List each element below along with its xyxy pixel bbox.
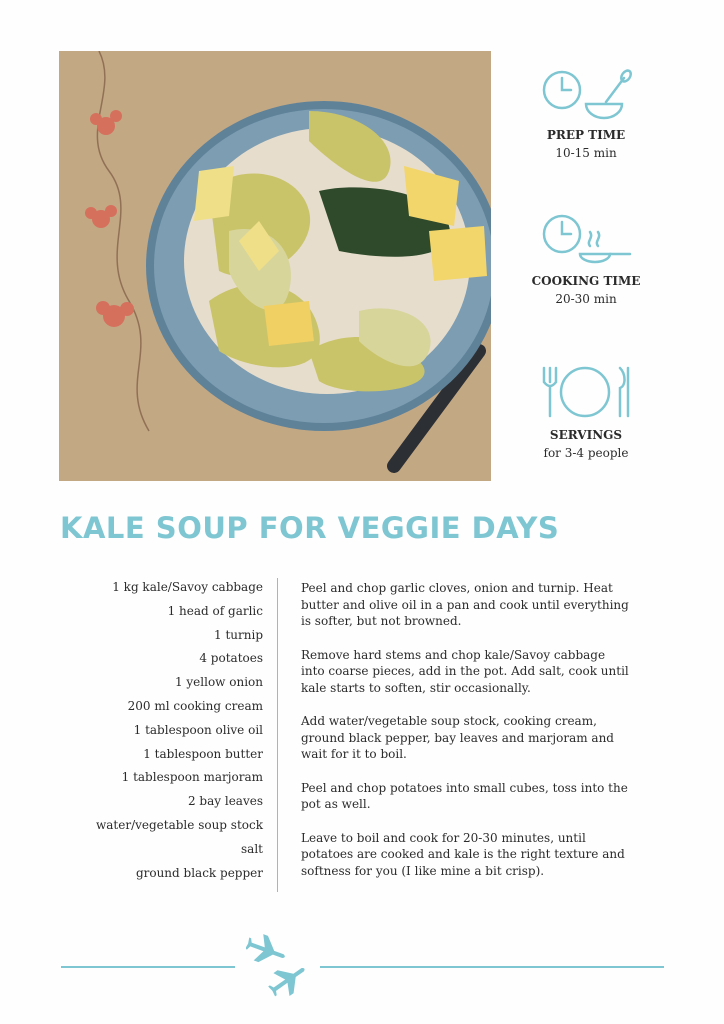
ingredient-item: 1 tablespoon olive oil [133, 722, 263, 737]
ingredient-item: 2 bay leaves [187, 794, 263, 809]
airplanes-icon [246, 934, 312, 998]
recipe-title: KALE SOUP FOR VEGGIE DAYS [60, 511, 560, 545]
ingredient-item: 4 potatoes [199, 651, 263, 666]
instruction-step: Peel and chop potatoes into small cubes, toss into the pot as well. [301, 780, 628, 811]
prep-time-label: PREP TIME [546, 128, 626, 142]
ingredient-item: 200 ml cooking cream [127, 698, 263, 713]
servings-value: for 3-4 people [543, 446, 629, 460]
prep-time-value: 10-15 min [555, 146, 617, 160]
instruction-step: Add water/vegetable soup stock, cooking cream, ground black pepper, bay leaves and marjoram and wait for it to boil. [301, 714, 614, 761]
fork-plate-knife-icon [538, 364, 634, 420]
ingredient-item: 1 yellow onion [174, 675, 263, 690]
ingredient-item: 1 kg kale/Savoy cabbage [112, 580, 263, 594]
instruction-step: Leave to boil and cook for 20-30 minutes, until potatoes are cooked and kale is the right texture and softness for you (I like mine a bit crisp). [301, 830, 625, 878]
cooking-time-label: COOKING TIME [531, 274, 641, 288]
ingredient-item: 1 tablespoon butter [143, 746, 263, 761]
soup-photo [59, 51, 491, 481]
footer-line-left [61, 966, 235, 968]
clock-bowl-whisk-icon [540, 68, 632, 120]
instruction-step: Remove hard stems and chop kale/Savoy cabbage into coarse pieces, add in the pot. Add salt, cook until kale starts to soften, stir occasionally. [301, 647, 629, 695]
cooking-time-block [516, 212, 656, 306]
ingredients-list [43, 576, 263, 885]
ingredient-item: 1 tablespoon marjoram [121, 770, 263, 785]
ingredient-item: water/vegetable soup stock [95, 817, 263, 832]
prep-time-block [516, 68, 656, 160]
column-divider [277, 578, 278, 892]
ingredient-item: salt [241, 841, 263, 856]
soup-bowl-image [59, 51, 491, 481]
ingredient-item: 1 turnip [214, 627, 263, 642]
instruction-step: Peel and chop garlic cloves, onion and turnip. Heat butter and olive oil in a pan and cook until everything is softer, but not browned. [301, 581, 629, 628]
ingredient-item: 1 head of garlic [167, 603, 263, 618]
clock-pan-steam-icon [540, 212, 632, 266]
ingredient-item: ground black pepper [135, 865, 263, 880]
instructions [301, 580, 631, 896]
servings-block [516, 364, 656, 460]
cooking-time-value: 20-30 min [555, 292, 617, 306]
footer-line-right [320, 966, 664, 968]
servings-label: SERVINGS [549, 428, 623, 442]
